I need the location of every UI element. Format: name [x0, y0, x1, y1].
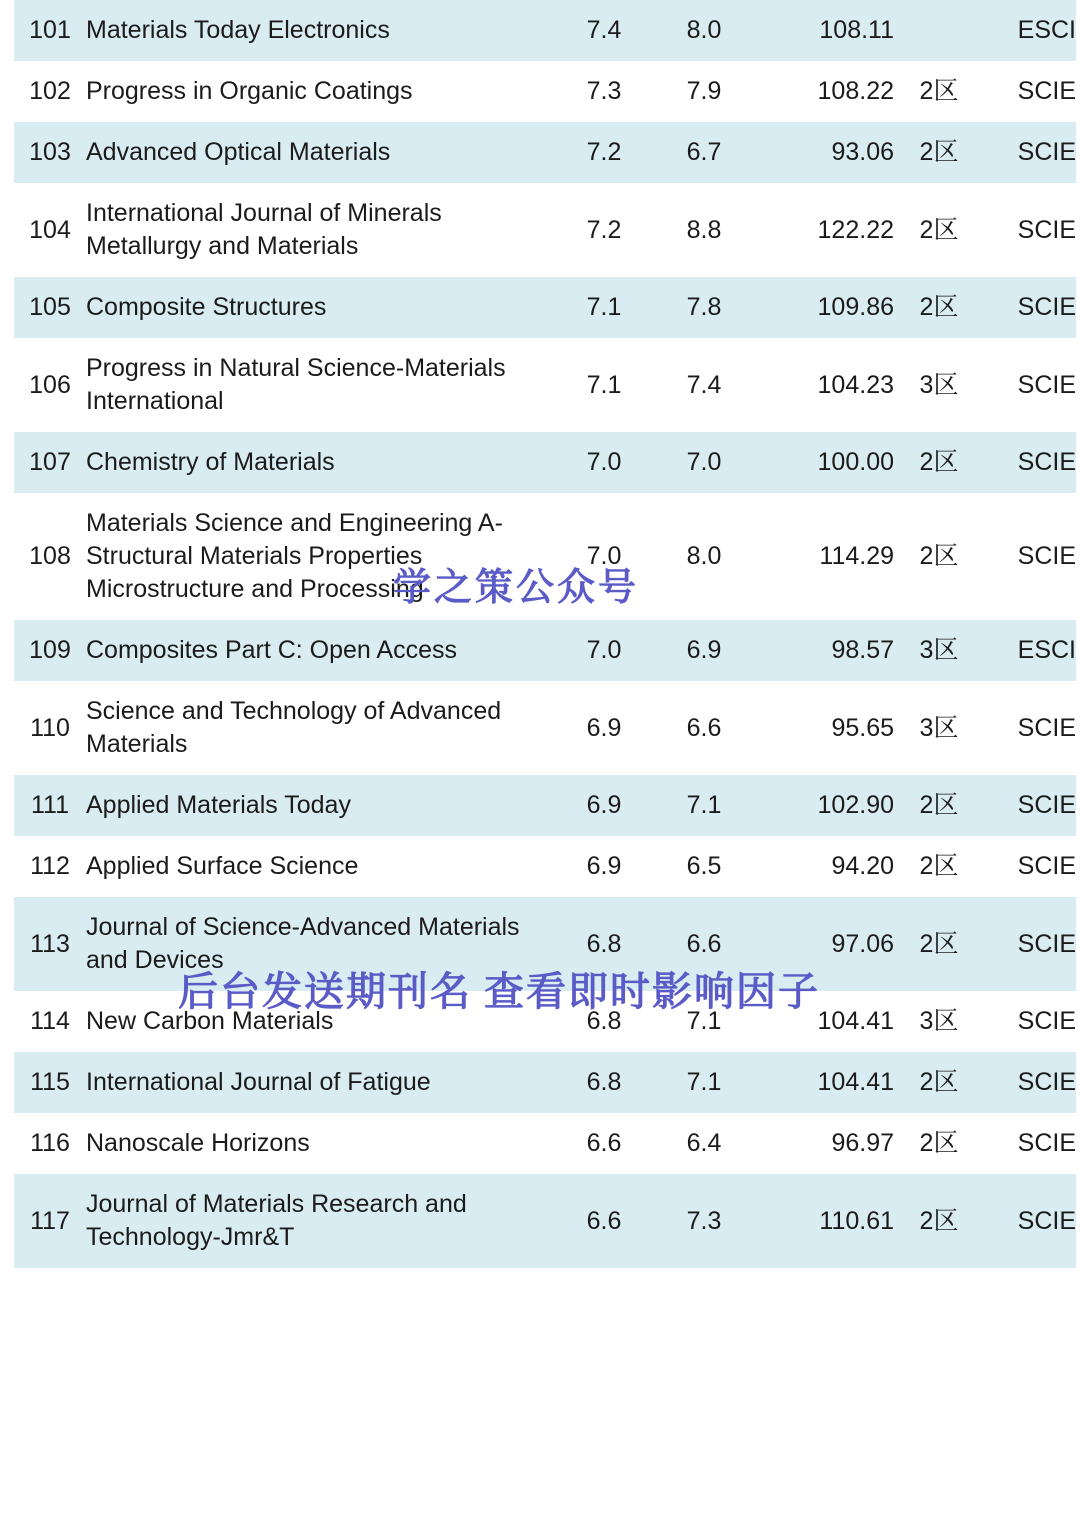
row-rank: 107 [29, 448, 71, 476]
row-rank: 110 [30, 713, 70, 742]
row-journal-name: Composites Part C: Open Access [86, 636, 457, 664]
table-row [14, 61, 1076, 122]
table-row [14, 493, 1076, 620]
row-journal-name: Materials Science and Engineering A-Structural Materials Properties Microstructure and Processing [86, 509, 503, 603]
row-index: SCIE [1017, 370, 1076, 399]
row-rank: 117 [30, 1206, 70, 1235]
row-zone: 2区 [919, 1206, 959, 1235]
row-rank: 103 [29, 138, 71, 166]
row-impact-factor-5y: 6.9 [686, 636, 722, 664]
row-rank: 105 [29, 293, 71, 321]
row-rank: 111 [30, 791, 69, 819]
row-impact-factor-5y: 7.1 [686, 791, 722, 819]
row-rank: 104 [29, 215, 71, 244]
row-zone: 2区 [919, 852, 959, 880]
row-percentile: 94.20 [831, 852, 894, 880]
row-impact-factor: 6.9 [586, 852, 622, 880]
row-impact-factor-5y: 6.4 [686, 1129, 722, 1157]
row-impact-factor: 7.0 [586, 448, 622, 476]
row-index: SCIE [1017, 929, 1076, 958]
table-row [14, 432, 1076, 493]
row-impact-factor: 6.6 [586, 1206, 622, 1235]
table-row [14, 681, 1076, 775]
row-index: SCIE [1017, 542, 1076, 570]
row-journal-name: Journal of Materials Research and Technology-Jmr&T [86, 1190, 467, 1251]
row-impact-factor-5y: 7.4 [686, 370, 722, 399]
row-percentile: 96.97 [831, 1129, 894, 1157]
table-row [14, 775, 1076, 836]
row-impact-factor-5y: 7.1 [686, 1068, 722, 1096]
row-index: SCIE [1017, 1129, 1076, 1157]
row-impact-factor-5y: 8.0 [686, 542, 722, 570]
journal-ranking-table [14, 0, 1076, 1268]
row-index: SCIE [1017, 448, 1076, 476]
row-zone: 2区 [919, 215, 959, 244]
table-row [14, 897, 1076, 991]
row-impact-factor-5y: 8.0 [686, 16, 722, 44]
row-rank: 102 [29, 77, 71, 105]
row-impact-factor: 7.2 [586, 215, 622, 244]
row-percentile: 108.22 [817, 77, 894, 105]
row-percentile: 104.41 [817, 1007, 894, 1035]
row-impact-factor-5y: 7.3 [686, 1206, 722, 1235]
row-rank: 109 [29, 636, 71, 664]
table-row [14, 122, 1076, 183]
row-index: SCIE [1017, 77, 1076, 105]
row-rank: 112 [30, 852, 70, 880]
row-impact-factor: 6.8 [586, 929, 622, 958]
table-row [14, 183, 1076, 277]
row-index: ESCI [1017, 636, 1076, 664]
row-impact-factor-5y: 6.7 [686, 138, 722, 166]
row-impact-factor-5y: 6.6 [686, 929, 722, 958]
row-index: SCIE [1017, 1007, 1076, 1035]
row-journal-name: Science and Technology of Advanced Materials [86, 697, 502, 758]
row-journal-name: Composite Structures [86, 293, 327, 321]
row-impact-factor: 7.2 [586, 138, 622, 166]
watermark-bottom: 后台发送期刊名 查看即时影响因子 [178, 969, 820, 1014]
row-impact-factor: 7.3 [586, 77, 622, 105]
row-rank: 113 [30, 929, 70, 958]
row-zone: 2区 [919, 1129, 959, 1157]
row-percentile: 102.90 [817, 791, 894, 819]
row-zone: 2区 [919, 542, 959, 570]
row-impact-factor-5y: 7.1 [686, 1007, 722, 1035]
table-row [14, 620, 1076, 681]
row-impact-factor: 6.8 [586, 1068, 622, 1096]
row-percentile: 104.23 [817, 370, 894, 399]
row-rank: 115 [30, 1068, 70, 1096]
row-impact-factor: 6.6 [586, 1129, 622, 1157]
row-percentile: 104.41 [817, 1068, 894, 1096]
row-journal-name: Nanoscale Horizons [86, 1129, 310, 1157]
row-journal-name: Advanced Optical Materials [86, 138, 391, 166]
row-journal-name: Chemistry of Materials [86, 448, 335, 476]
row-journal-name: Progress in Organic Coatings [86, 77, 413, 105]
row-rank: 108 [29, 542, 71, 570]
row-percentile: 100.00 [817, 448, 894, 476]
row-index: SCIE [1017, 713, 1076, 742]
row-index: SCIE [1017, 215, 1076, 244]
row-impact-factor-5y: 6.6 [686, 713, 722, 742]
row-impact-factor-5y: 7.0 [686, 448, 722, 476]
row-index: SCIE [1017, 791, 1076, 819]
row-impact-factor: 7.0 [586, 542, 622, 570]
row-zone: 2区 [919, 448, 959, 476]
row-rank: 106 [29, 370, 71, 399]
row-rank: 114 [30, 1007, 70, 1035]
row-impact-factor: 6.9 [586, 713, 622, 742]
table-row [14, 1052, 1076, 1113]
row-impact-factor: 6.9 [586, 791, 622, 819]
table-row [14, 991, 1076, 1052]
table-row [14, 1113, 1076, 1174]
row-impact-factor-5y: 7.8 [686, 293, 722, 321]
row-index: SCIE [1017, 852, 1076, 880]
row-percentile: 97.06 [831, 929, 894, 958]
row-percentile: 110.61 [819, 1206, 894, 1235]
row-zone: 2区 [919, 1068, 959, 1096]
row-journal-name: Journal of Science-Advanced Materials and Devices [86, 913, 520, 974]
row-impact-factor: 6.8 [586, 1007, 622, 1035]
row-journal-name: International Journal of Minerals Metallurgy and Materials [86, 199, 442, 260]
table-body [14, 0, 1076, 1268]
row-zone: 3区 [919, 1007, 959, 1035]
row-percentile: 108.11 [819, 16, 894, 44]
row-impact-factor: 7.1 [586, 293, 622, 321]
row-journal-name: Materials Today Electronics [86, 16, 390, 44]
row-percentile: 109.86 [817, 293, 894, 321]
row-index: SCIE [1017, 1206, 1076, 1235]
row-journal-name: New Carbon Materials [86, 1007, 334, 1035]
row-percentile: 114.29 [819, 542, 894, 570]
row-zone [894, 0, 984, 61]
row-impact-factor: 7.4 [586, 16, 622, 44]
row-index: SCIE [1017, 1068, 1076, 1096]
row-zone: 3区 [919, 370, 959, 399]
row-percentile: 95.65 [831, 713, 894, 742]
row-journal-name: International Journal of Fatigue [86, 1068, 431, 1096]
table-row [14, 1174, 1076, 1268]
row-rank: 116 [30, 1129, 70, 1157]
table-row [14, 0, 1076, 61]
row-zone: 2区 [919, 77, 959, 105]
watermark-top: 学之策公众号 [393, 567, 640, 609]
row-percentile: 98.57 [831, 636, 894, 664]
row-impact-factor-5y: 8.8 [686, 215, 722, 244]
row-journal-name: Applied Materials Today [86, 791, 351, 819]
table-row [14, 836, 1076, 897]
row-journal-name: Progress in Natural Science-Materials International [86, 354, 506, 415]
row-impact-factor-5y: 7.9 [686, 77, 722, 105]
row-index: ESCI [1017, 16, 1076, 44]
row-zone: 2区 [919, 929, 959, 958]
table-row [14, 338, 1076, 432]
row-zone: 2区 [919, 791, 959, 819]
row-index: SCIE [1017, 293, 1076, 321]
table-row [14, 277, 1076, 338]
row-zone: 3区 [919, 636, 959, 664]
row-zone: 3区 [919, 713, 959, 742]
row-zone: 2区 [919, 293, 959, 321]
row-percentile: 122.22 [817, 215, 894, 244]
row-index: SCIE [1017, 138, 1076, 166]
row-rank: 101 [29, 16, 71, 44]
row-impact-factor-5y: 6.5 [686, 852, 722, 880]
row-zone: 2区 [919, 138, 959, 166]
row-impact-factor: 7.1 [586, 370, 622, 399]
row-journal-name: Applied Surface Science [86, 852, 359, 880]
row-impact-factor: 7.0 [586, 636, 622, 664]
row-percentile: 93.06 [831, 138, 894, 166]
